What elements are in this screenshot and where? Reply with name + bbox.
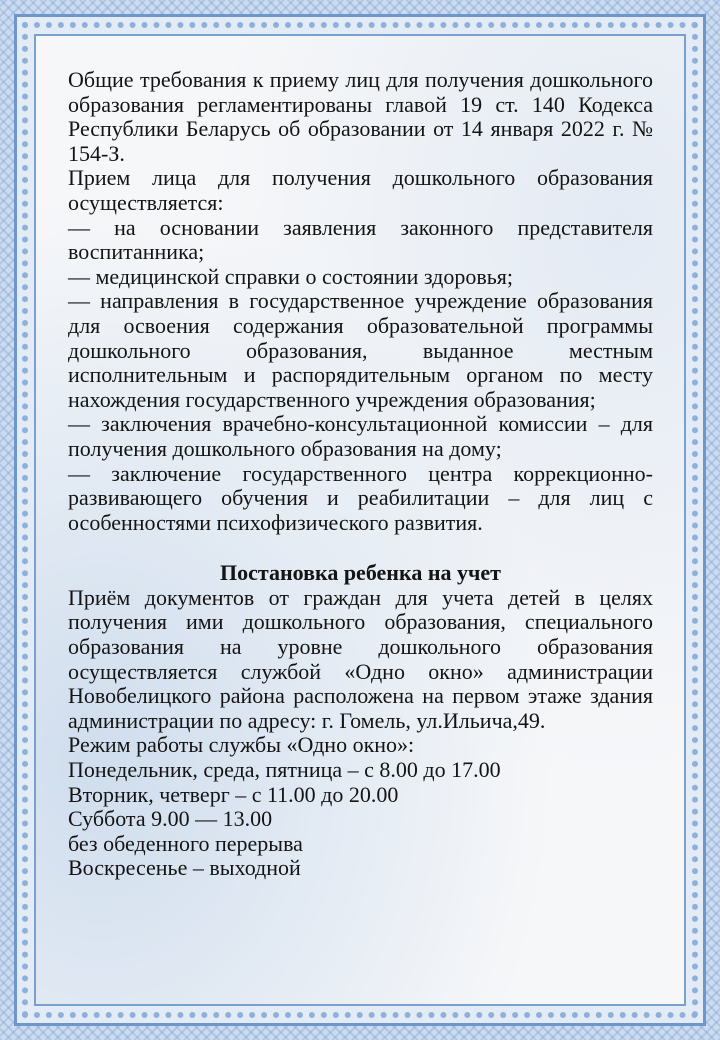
admission-paragraph: Прием лица для получения дошкольного образования осуществляется: xyxy=(68,165,653,215)
schedule-line: Вторник, четверг – с 11.00 до 20.00 xyxy=(68,781,399,807)
schedule-line: Суббота 9.00 — 13.00 xyxy=(68,806,273,832)
intro-paragraph: Общие требования к приему лиц для получения дошкольного образования регламентированы главой 19 ст. 140 Кодекса Республики Беларусь об образовании от 14 января 2022 г. № 154-З. xyxy=(68,67,653,166)
schedule-line: без обеденного перерыва xyxy=(68,830,303,856)
registration-paragraph: Приём документов от граждан для учета детей в целях получения ими дошкольного образования, специального образования на уровне дошкольного образования осуществляется службой «Одно окно» администрации Новобелицкого района расположена на первом этаже здания администрации по адресу: г. Гомель, ул.Ильича,49. xyxy=(68,584,653,733)
requirement-item: — медицинской справки о состоянии здоровья; xyxy=(68,263,514,289)
requirement-item: — заключение государственного центра коррекционно-развивающего обучения и реабилитации – для лиц с особенностями психофизического развития. xyxy=(68,460,653,535)
document-body xyxy=(68,68,653,881)
schedule-line: Понедельник, среда, пятница – с 8.00 до 17.00 xyxy=(68,757,501,783)
section-heading: Постановка ребенка на учет xyxy=(220,560,501,586)
requirement-item: — на основании заявления законного представителя воспитанника; xyxy=(68,214,653,265)
requirement-item: — направления в государственное учреждение образования для освоения содержания образовательной программы дошкольного образования, выданное местным исполнительным и распорядительным органом по месту нахождения государственного учреждения образования; xyxy=(68,288,653,412)
schedule-title: Режим работы службы «Одно окно»: xyxy=(68,732,415,758)
schedule-line: Воскресенье – выходной xyxy=(68,855,301,881)
requirement-item: — заключения врачебно-консультационной комиссии – для получения дошкольного образования на дому; xyxy=(68,411,653,461)
